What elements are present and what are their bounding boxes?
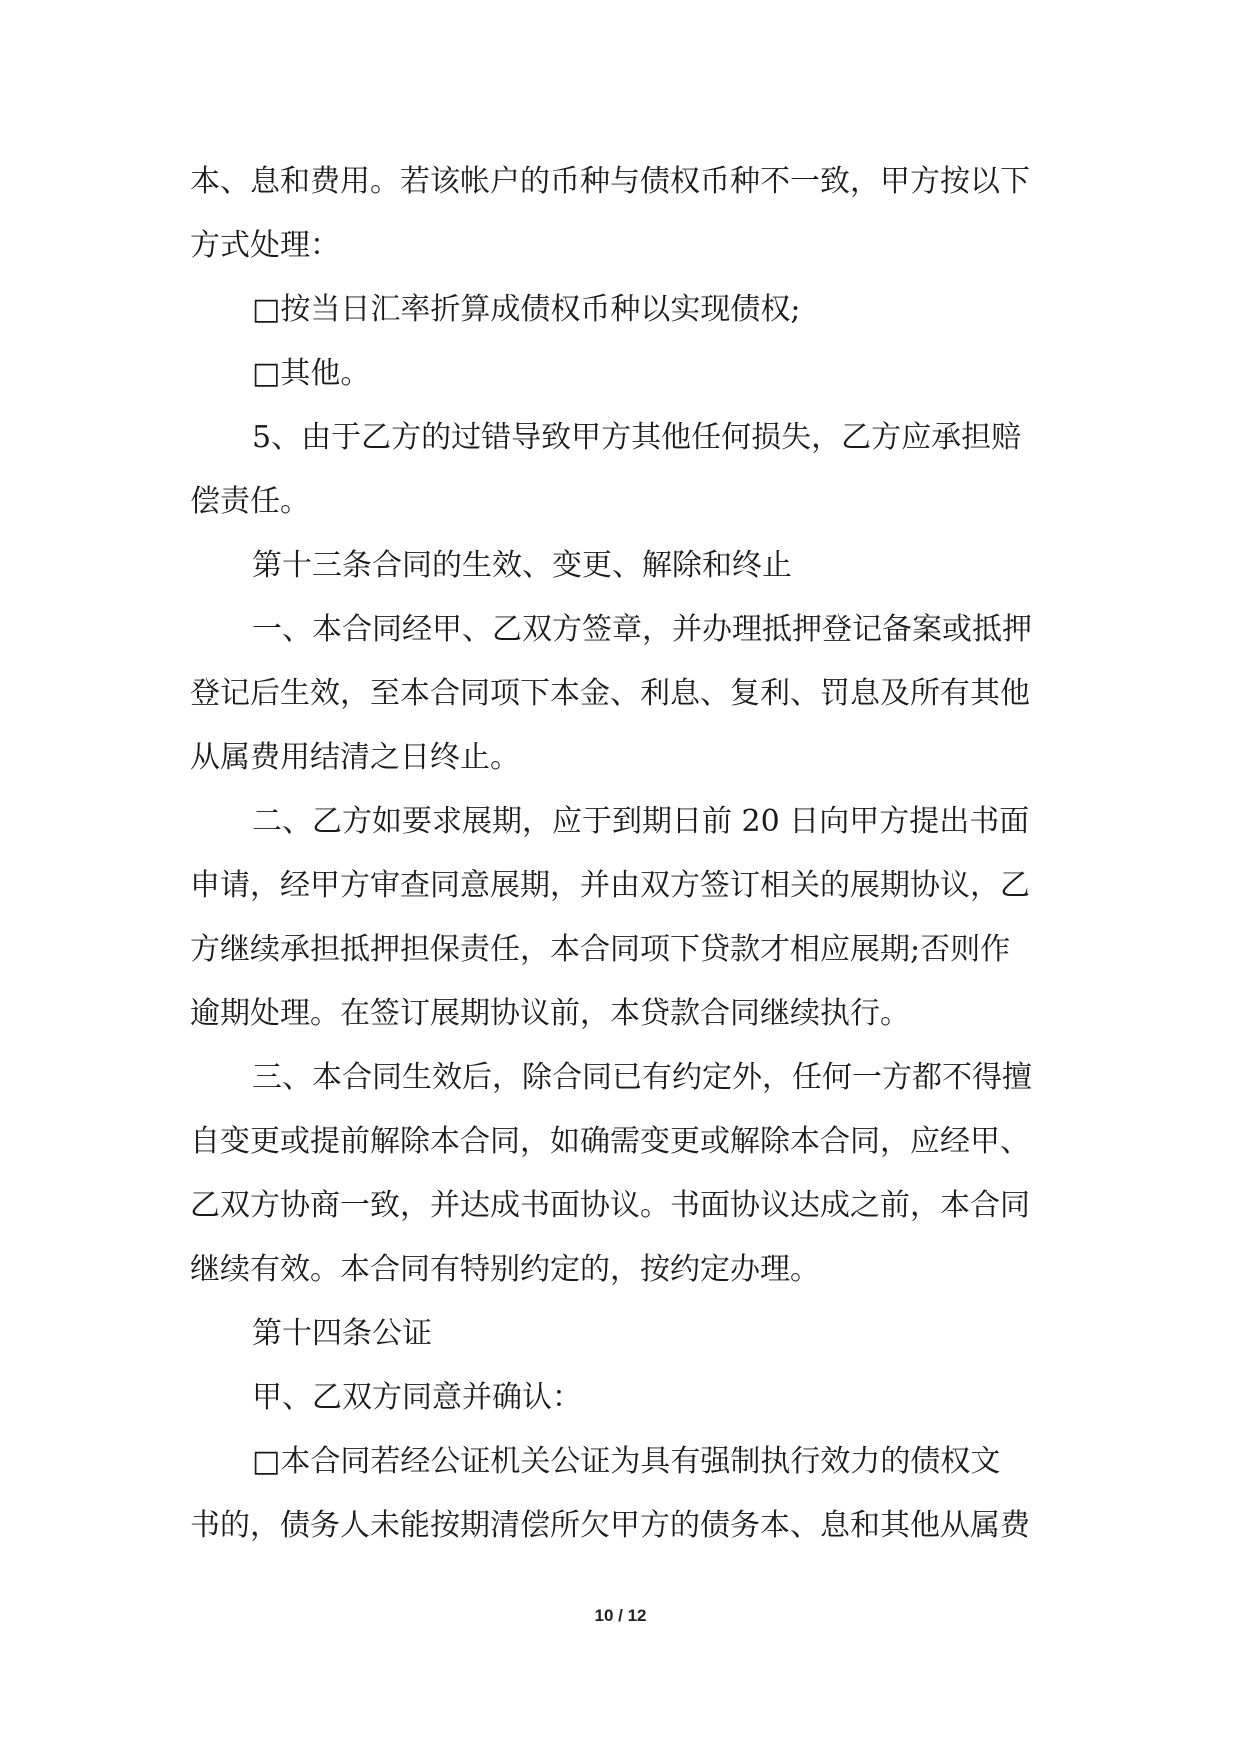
text-line: 逾期处理。在签订展期协议前，本贷款合同继续执行。 (190, 996, 910, 1031)
text-line: □其他。 (252, 356, 371, 391)
text-line: 申请，经甲方审查同意展期，并由双方签订相关的展期协议，乙 (190, 868, 1030, 903)
text-line: 继续有效。本合同有特别约定的，按约定办理。 (190, 1252, 820, 1287)
text-line: 登记后生效，至本合同项下本金、利息、复利、罚息及所有其他 (190, 676, 1030, 711)
text-line: 一、本合同经甲、乙双方签章，并办理抵押登记备案或抵押 (252, 612, 1032, 647)
text-line: 乙双方协商一致，并达成书面协议。书面协议达成之前，本合同 (190, 1188, 1030, 1223)
text-line: 自变更或提前解除本合同，如确需变更或解除本合同，应经甲、 (190, 1124, 1030, 1159)
page-number: 10 / 12 (594, 1606, 647, 1625)
text-line: 5、由于乙方的过错导致甲方其他任何损失，乙方应承担赔 (252, 420, 1022, 455)
text-line: 书的，债务人未能按期清偿所欠甲方的债务本、息和其他从属费 (190, 1508, 1030, 1543)
text-line: 三、本合同生效后，除合同已有约定外，任何一方都不得擅 (252, 1060, 1032, 1095)
text-line: 本、息和费用。若该帐户的币种与债权币种不一致，甲方按以下 (190, 164, 1030, 199)
text-line: 第十四条公证 (252, 1316, 432, 1351)
text-line: 二、乙方如要求展期，应于到期日前 20 日向甲方提出书面 (252, 804, 1030, 839)
text-line: □本合同若经公证机关公证为具有强制执行效力的债权文 (252, 1444, 1001, 1479)
text-line: □按当日汇率折算成债权币种以实现债权; (252, 292, 801, 327)
text-line: 从属费用结清之日终止。 (190, 740, 520, 775)
document-body (190, 150, 1060, 1558)
text-line: 甲、乙双方同意并确认： (252, 1380, 582, 1415)
text-line: 方继续承担抵押担保责任，本合同项下贷款才相应展期;否则作 (190, 932, 1011, 967)
text-line: 方式处理： (190, 228, 340, 263)
text-line: 第十三条合同的生效、变更、解除和终止 (252, 548, 792, 583)
text-line: 偿责任。 (190, 484, 310, 519)
